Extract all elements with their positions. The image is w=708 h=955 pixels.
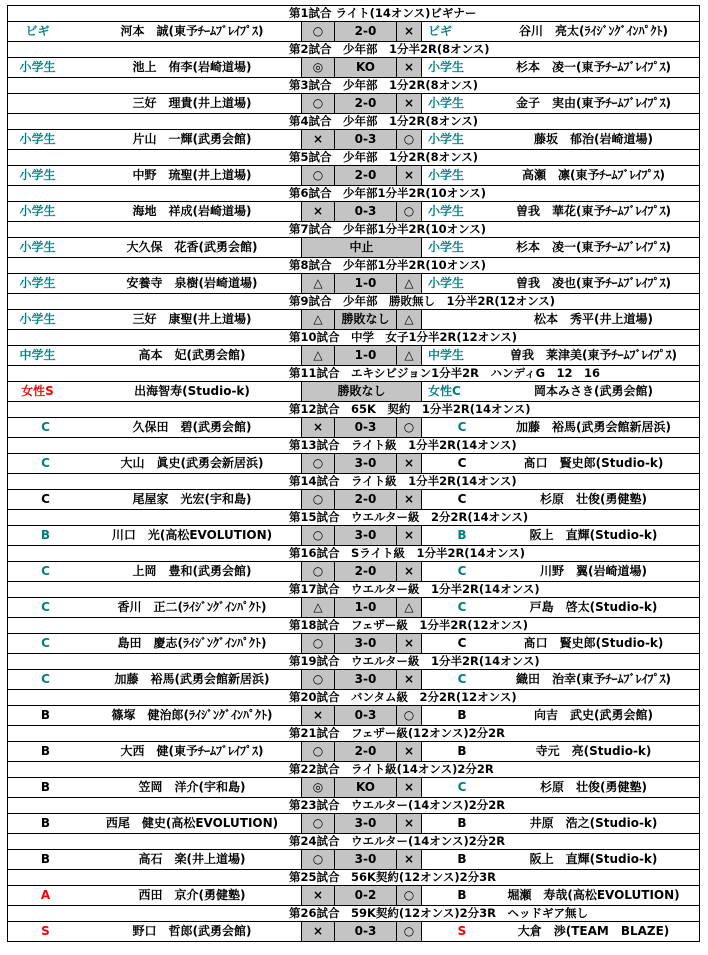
right-class-label: C [457, 420, 467, 434]
match-block [8, 222, 699, 258]
right-fighter-name: 阪上 直輝(Studio-k) [529, 852, 658, 866]
left-fighter-name: 出海智寿(Studio-k) [134, 384, 250, 398]
right-class-label: B [457, 852, 467, 866]
right-result-mark: △ [396, 598, 422, 617]
right-fighter-name: 戸島 啓太(Studio-k) [529, 600, 658, 614]
right-class-label: C [457, 636, 467, 650]
left-class-label: S [41, 924, 50, 938]
match-block [8, 762, 699, 798]
left-class-label: C [41, 600, 50, 614]
right-result-mark: × [396, 634, 422, 653]
left-class-label: 女性S [21, 384, 54, 398]
left-fighter-name: 島田 慶志(ﾗｲｼﾞﾝｸﾞｲﾝﾊﾟｸﾄ) [117, 636, 267, 650]
match-block [8, 798, 699, 834]
right-result-mark: ○ [396, 202, 422, 221]
left-result-mark: × [301, 130, 334, 149]
right-class-label: 小学生 [428, 276, 465, 290]
left-fighter-name: 川口 光(高松EVOLUTION) [111, 528, 273, 542]
score: 0-2 [334, 886, 396, 905]
left-result-mark: ◎ [301, 58, 334, 77]
right-fighter-name: 寺元 亮(Studio-k) [535, 744, 652, 758]
left-result-mark: ○ [301, 634, 334, 653]
match-block [8, 618, 699, 654]
right-class-label: 小学生 [428, 204, 465, 218]
right-fighter-name: 高瀬 凛(東予ﾁｰﾑﾌﾞﾚｲﾌﾟｽ) [522, 168, 665, 182]
left-fighter-name: 野口 哲郎(武勇会館) [132, 924, 252, 938]
right-fighter-name: 杉本 凌一(東予ﾁｰﾑﾌﾞﾚｲﾌﾟｽ) [516, 240, 671, 254]
left-fighter-name: 大西 健(東予ﾁｰﾑﾌﾞﾚｲﾌﾟｽ) [120, 744, 264, 758]
match-header: 第4試合 少年部 1分2R(8オンス) [8, 114, 699, 130]
right-result-mark: × [396, 850, 422, 869]
right-fighter-name: 金子 実由(東予ﾁｰﾑﾌﾞﾚｲﾌﾟｽ) [516, 96, 671, 110]
left-result-mark: ○ [301, 166, 334, 185]
right-fighter-name: 曽我 華花(東予ﾁｰﾑﾌﾞﾚｲﾌﾟｽ) [516, 204, 671, 218]
match-result-row [8, 598, 699, 618]
left-result-mark: ○ [301, 454, 334, 473]
left-class-label: 中学生 [19, 348, 56, 362]
match-header: 第21試合 フェザー級(12オンス)2分2R [8, 726, 699, 742]
right-class-label: 小学生 [428, 96, 465, 110]
right-fighter-name: 向吉 武史(武勇会館) [534, 708, 653, 722]
right-result-mark: × [396, 562, 422, 581]
left-class-label: C [41, 492, 50, 506]
match-block [8, 906, 699, 941]
right-result-mark: × [396, 22, 422, 41]
match-block [8, 726, 699, 762]
left-result-mark: ○ [301, 670, 334, 689]
right-class-label: C [457, 456, 467, 470]
match-result-row [8, 670, 699, 690]
left-class-label: C [41, 420, 50, 434]
left-fighter-name: 久保田 碧(武勇会館) [132, 420, 252, 434]
right-result-mark: × [396, 742, 422, 761]
right-fighter-name: 髙口 賢史郎(Studio-k) [523, 456, 664, 470]
match-result-row [8, 562, 699, 582]
score: 0-3 [334, 202, 396, 221]
left-class-label: 小学生 [19, 168, 56, 182]
match-block [8, 366, 699, 402]
left-class-label: A [40, 888, 51, 902]
match-header: 第2試合 少年部 1分半2R(8オンス) [8, 42, 699, 58]
match-result-row [8, 346, 699, 366]
score: 0-3 [334, 130, 396, 149]
match-result-row [8, 202, 699, 222]
right-result-mark: △ [396, 346, 422, 365]
left-result-mark: ○ [301, 22, 334, 41]
right-fighter-name: 杉原 壮俊(勇健塾) [540, 780, 647, 794]
left-class-label: C [41, 672, 50, 686]
match-result-row [8, 94, 699, 114]
left-result-mark: ◎ [301, 778, 334, 797]
right-result-mark: △ [396, 310, 422, 329]
left-class-label: B [40, 816, 51, 830]
match-header: 第9試合 少年部 勝敗無し 1分半2R(12オンス) [8, 294, 699, 310]
match-header: 第19試合 ウエルター級 1分半2R(14オンス) [8, 654, 699, 670]
match-result-row [8, 850, 699, 870]
left-result-mark: ○ [301, 526, 334, 545]
left-fighter-name: 片山 一輝(武勇会館) [132, 132, 252, 146]
left-fighter-name: 上岡 豊和(武勇会館) [132, 564, 252, 578]
right-class-label: ビギ [428, 24, 453, 38]
score: 2-0 [334, 490, 396, 509]
right-fighter-name: 髙口 賢史郎(Studio-k) [523, 636, 664, 650]
score: 3-0 [334, 850, 396, 869]
match-header: 第5試合 少年部 1分2R(8オンス) [8, 150, 699, 166]
score: 2-0 [334, 166, 396, 185]
left-fighter-name: 安養寺 泉樹(岩崎道場) [126, 276, 258, 290]
score: 3-0 [334, 526, 396, 545]
left-result-mark: ○ [301, 814, 334, 833]
right-fighter-name: 川野 翼(岩崎道場) [540, 564, 647, 578]
score: 3-0 [334, 634, 396, 653]
result-status: 中止 [301, 238, 422, 257]
left-class-label: B [40, 708, 51, 722]
right-class-label: C [457, 600, 467, 614]
match-result-row [8, 922, 699, 941]
left-class-label: C [41, 636, 50, 650]
left-class-label: B [40, 528, 51, 542]
left-fighter-name: 西尾 健史(高松EVOLUTION) [105, 816, 279, 830]
right-result-mark: ○ [396, 922, 422, 941]
match-result-row [8, 706, 699, 726]
right-class-label: B [457, 708, 467, 722]
left-fighter-name: 西田 京介(勇健塾) [138, 888, 246, 902]
match-block [8, 546, 699, 582]
score: 2-0 [334, 742, 396, 761]
score: 3-0 [334, 670, 396, 689]
match-block [8, 78, 699, 114]
match-header: 第7試合 少年部1分半2R(10オンス) [8, 222, 699, 238]
left-class-label: C [41, 456, 50, 470]
score: 勝敗なし [334, 310, 396, 329]
match-block [8, 654, 699, 690]
right-class-label: 小学生 [428, 60, 465, 74]
right-class-label: S [457, 924, 467, 938]
right-result-mark: ○ [396, 706, 422, 725]
match-block [8, 6, 699, 42]
right-result-mark: × [396, 94, 422, 113]
match-block [8, 582, 699, 618]
match-header: 第14試合 ライト級 1分半2R(14オンス) [8, 474, 699, 490]
right-fighter-name: 曽我 莱津美(東予ﾁｰﾑﾌﾞﾚｲﾌﾟｽ) [510, 348, 677, 362]
match-result-row [8, 778, 699, 798]
left-fighter-name: 池上 侑李(岩崎道場) [132, 60, 252, 74]
match-block [8, 42, 699, 78]
left-fighter-name: 尾屋家 光宏(宇和島) [132, 492, 252, 506]
match-result-row [8, 166, 699, 186]
right-fighter-name: 加藤 裕馬(武勇会館新居浜) [516, 420, 671, 434]
match-block [8, 258, 699, 294]
match-header: 第22試合 ライト級(14オンス)2分2R [8, 762, 699, 778]
score: 2-0 [334, 22, 396, 41]
score: 1-0 [334, 274, 396, 293]
left-fighter-name: 海地 祥成(岩崎道場) [132, 204, 252, 218]
score: 1-0 [334, 346, 396, 365]
match-header: 第16試合 Sライト級 1分半2R(14オンス) [8, 546, 699, 562]
match-block [8, 510, 699, 546]
right-fighter-name: 藤坂 郁治(岩崎道場) [534, 132, 653, 146]
match-header: 第24試合 ウエルター(14オンス)2分2R [8, 834, 699, 850]
right-class-label: B [457, 888, 467, 902]
match-result-row [8, 490, 699, 510]
match-result-row [8, 310, 699, 330]
right-class-label: C [457, 492, 467, 506]
left-fighter-name: 三好 理貴(井上道場) [132, 96, 252, 110]
right-class-label: B [457, 528, 467, 542]
score: 1-0 [334, 598, 396, 617]
left-fighter-name: 中野 琉聖(井上道場) [132, 168, 252, 182]
match-block [8, 294, 699, 330]
match-result-row [8, 418, 699, 438]
left-fighter-name: 大山 眞史(武勇会新居浜) [120, 456, 264, 470]
match-header: 第26試合 59K契約(12オンス)2分3R ヘッドギア無し [8, 906, 699, 922]
match-result-row [8, 526, 699, 546]
right-result-mark: × [396, 490, 422, 509]
right-class-label: B [457, 816, 467, 830]
score: 3-0 [334, 454, 396, 473]
match-block [8, 330, 699, 366]
right-result-mark: △ [396, 274, 422, 293]
match-results-table [7, 5, 700, 942]
score: 0-3 [334, 706, 396, 725]
left-fighter-name: 三好 康聖(井上道場) [132, 312, 252, 326]
match-header: 第18試合 フェザー級 1分半2R(12オンス) [8, 618, 699, 634]
match-block [8, 870, 699, 906]
right-fighter-name: 曽我 凌也(東予ﾁｰﾑﾌﾞﾚｲﾌﾟｽ) [516, 276, 671, 290]
match-result-row [8, 634, 699, 654]
right-class-label [422, 310, 502, 329]
match-header: 第17試合 ウエルター級 1分半2R(14オンス) [8, 582, 699, 598]
match-header: 第23試合 ウエルター(14オンス)2分2R [8, 798, 699, 814]
left-result-mark: × [301, 202, 334, 221]
match-result-row [8, 238, 699, 258]
right-fighter-name: 大倉 渉(TEAM BLAZE) [517, 924, 670, 938]
match-block [8, 402, 699, 438]
left-class-label: 小学生 [19, 132, 56, 146]
match-block [8, 690, 699, 726]
left-class-label: 小学生 [19, 240, 56, 254]
right-fighter-name: 井原 浩之(Studio-k) [529, 816, 658, 830]
left-fighter-name: 香川 正二(ﾗｲｼﾞﾝｸﾞｲﾝﾊﾟｸﾄ) [117, 600, 267, 614]
left-result-mark: ○ [301, 850, 334, 869]
right-result-mark: × [396, 58, 422, 77]
right-fighter-name: 堀瀬 寿哉(高松EVOLUTION) [507, 888, 680, 902]
left-class-label: ビギ [25, 24, 50, 38]
match-header: 第8試合 少年部1分半2R(10オンス) [8, 258, 699, 274]
right-fighter-name: 松本 秀平(井上道場) [534, 312, 653, 326]
right-fighter-name: 阪上 直輝(Studio-k) [529, 528, 658, 542]
left-result-mark: △ [301, 310, 334, 329]
left-fighter-name: 篠塚 健治郎(ﾗｲｼﾞﾝｸﾞｲﾝﾊﾟｸﾄ) [111, 708, 273, 722]
right-result-mark: ○ [396, 886, 422, 905]
match-header: 第3試合 少年部 1分2R(8オンス) [8, 78, 699, 94]
match-header: 第6試合 少年部1分半2R(10オンス) [8, 186, 699, 202]
left-class-label: B [40, 852, 51, 866]
score: 0-3 [334, 922, 396, 941]
left-result-mark: ○ [301, 94, 334, 113]
right-class-label: C [457, 672, 467, 686]
left-class-label [8, 94, 83, 113]
match-header: 第15試合 ウエルター級 2分2R(14オンス) [8, 510, 699, 526]
match-block [8, 114, 699, 150]
score: 2-0 [334, 562, 396, 581]
match-block [8, 438, 699, 474]
match-header: 第20試合 バンタム級 2分2R(12オンス) [8, 690, 699, 706]
match-result-row [8, 886, 699, 906]
right-result-mark: × [396, 526, 422, 545]
match-header: 第25試合 56K契約(12オンス)2分3R [8, 870, 699, 886]
right-fighter-name: 岡本みさき(武勇会館) [534, 384, 653, 398]
match-header: 第10試合 中学 女子1分半2R(12オンス) [8, 330, 699, 346]
match-result-row [8, 814, 699, 834]
left-result-mark: × [301, 706, 334, 725]
left-fighter-name: 高石 楽(井上道場) [138, 852, 246, 866]
match-block [8, 186, 699, 222]
left-fighter-name: 河本 誠(東予ﾁｰﾑﾌﾞﾚｲﾌﾟｽ) [120, 24, 264, 38]
left-result-mark: × [301, 922, 334, 941]
match-header: 第13試合 ライト級 1分半2R(14オンス) [8, 438, 699, 454]
right-fighter-name: 杉本 凌一(東予ﾁｰﾑﾌﾞﾚｲﾌﾟｽ) [516, 60, 671, 74]
left-class-label: 小学生 [19, 60, 56, 74]
right-result-mark: × [396, 454, 422, 473]
match-result-row [8, 22, 699, 42]
match-block [8, 834, 699, 870]
match-header: 第1試合 ライト(14オンス)ビギナー [8, 6, 699, 22]
match-header: 第12試合 65K 契約 1分半2R(14オンス) [8, 402, 699, 418]
right-fighter-name: 谷川 亮太(ﾗｲｼﾞﾝｸﾞｲﾝﾊﾟｸﾄ) [519, 24, 668, 38]
left-fighter-name: 笠岡 洋介(宇和島) [138, 780, 246, 794]
right-result-mark: × [396, 814, 422, 833]
left-class-label: 小学生 [19, 276, 56, 290]
match-result-row [8, 742, 699, 762]
right-result-mark: × [396, 778, 422, 797]
left-result-mark: × [301, 418, 334, 437]
left-fighter-name: 大久保 花香(武勇会館) [126, 240, 258, 254]
right-class-label: 女性C [428, 384, 461, 398]
left-class-label: C [41, 564, 50, 578]
right-result-mark: × [396, 166, 422, 185]
left-result-mark: △ [301, 598, 334, 617]
score: 0-3 [334, 418, 396, 437]
left-result-mark: △ [301, 274, 334, 293]
match-result-row [8, 454, 699, 474]
right-class-label: B [457, 744, 467, 758]
score: KO [334, 778, 396, 797]
right-result-mark: ○ [396, 130, 422, 149]
result-status: 勝敗なし [301, 382, 422, 401]
score: KO [334, 58, 396, 77]
match-result-row [8, 58, 699, 78]
left-class-label: B [40, 780, 51, 794]
left-fighter-name: 加藤 裕馬(武勇会館新居浜) [114, 672, 270, 686]
right-class-label: 小学生 [428, 240, 465, 254]
match-result-row [8, 130, 699, 150]
right-class-label: 小学生 [428, 132, 465, 146]
right-result-mark: × [396, 670, 422, 689]
score: 2-0 [334, 94, 396, 113]
right-fighter-name: 杉原 壮俊(勇健塾) [540, 492, 647, 506]
left-result-mark: ○ [301, 562, 334, 581]
score: 3-0 [334, 814, 396, 833]
right-class-label: 小学生 [428, 168, 465, 182]
match-result-row [8, 274, 699, 294]
left-result-mark: × [301, 886, 334, 905]
right-class-label: C [457, 564, 467, 578]
right-fighter-name: 織田 治幸(東予ﾁｰﾑﾌﾞﾚｲﾌﾟｽ) [516, 672, 671, 686]
left-class-label: B [40, 744, 51, 758]
right-result-mark: ○ [396, 418, 422, 437]
match-block [8, 150, 699, 186]
right-class-label: 中学生 [428, 348, 465, 362]
left-result-mark: ○ [301, 490, 334, 509]
right-class-label: C [457, 780, 467, 794]
left-result-mark: △ [301, 346, 334, 365]
match-block [8, 474, 699, 510]
left-class-label: 小学生 [19, 312, 56, 326]
left-class-label: 小学生 [19, 204, 56, 218]
left-result-mark: ○ [301, 742, 334, 761]
match-result-row [8, 382, 699, 402]
left-fighter-name: 高本 妃(武勇会館) [138, 348, 246, 362]
match-header: 第11試合 エキシビジョン1分半2R ハンディG 12 16 [8, 366, 699, 382]
